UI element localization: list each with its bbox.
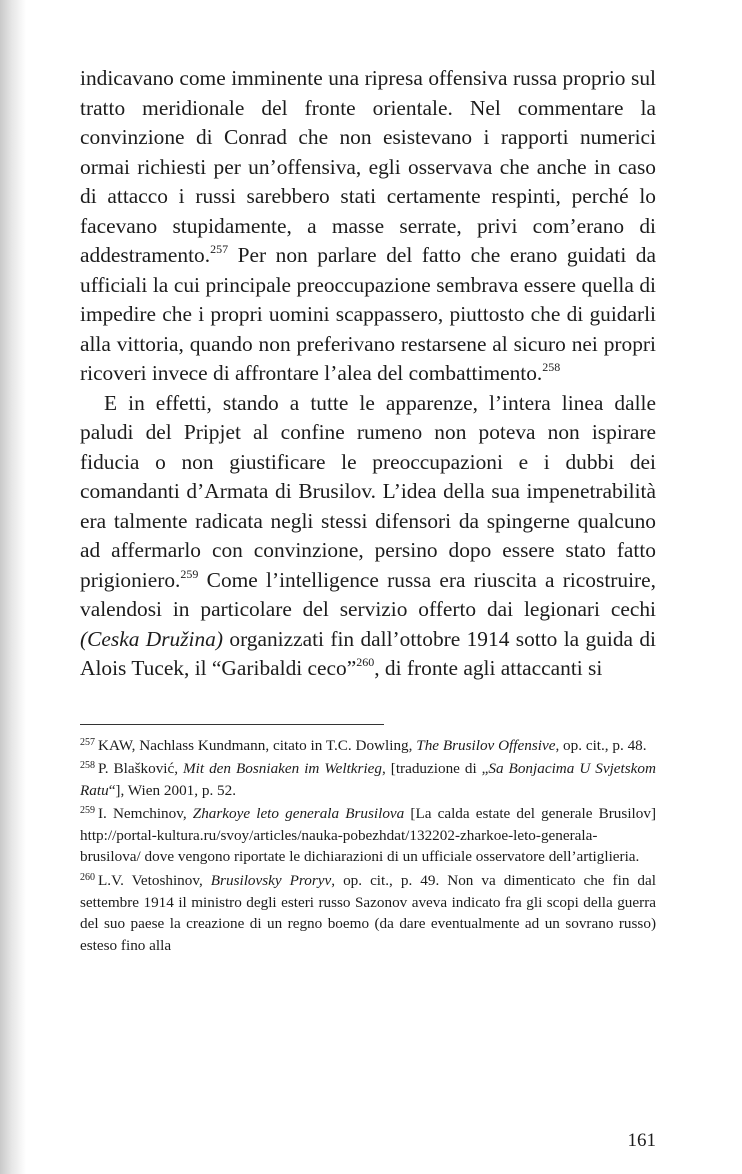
footnote-ref-260: 260 bbox=[356, 655, 375, 669]
paragraph-2: E in effetti, stando a tutte le apparenze, l’intera linea dalle paludi del Pripjet al confine rumeno non poteva non ispirare fiducia o non giustificare le preoccupazioni e i dubbi dei comandanti d’Armata di Brusilov. L’idea della sua impenetrabilità era talmente radicata negli stessi difensori da spingerne qualcuno ad affermarlo con convinzione, persino dopo essere stato fatto prigioniero.$^{259}$ Come l’intelligence russa era riuscita a ricostruire, valendosi in particolare del servizio offerto dai legionari cechi (Ceska Družina) organizzati fin dall’ottobre 1914 sotto la guida di Alois Tucek, il “Garibaldi ceco”$^{260}$, di fronte agli attaccanti si bbox=[80, 390, 656, 680]
footnote-ref-258: 258 bbox=[542, 360, 561, 374]
footnote-ref-259: 259 bbox=[180, 566, 199, 581]
footnote-257: $^{257}$ KAW, Nachlass Kundmann, citato in T.C. Dowling, The Brusilov Offensive, op. cit., p. 48. bbox=[80, 736, 647, 754]
paragraph-1: indicavano come imminente una ripresa offensiva russa proprio sul tratto meridionale del fronte orientale. Nel commentare la convinzione di Conrad che non esistevano i rapporti numerici ormai richiesti per un’offensiva, egli osservava che anche in caso di attacco i russi sarebbero stati certamente respinti, perché lo facevano stupidamente, a masse serrate, privi com’erano di addestramento.$^{257}$ Per non parlare del fatto che erano guidati da ufficiali la cui principale preoccupazione sembrava essere quella di impedire che i propri uomini scappassero, piuttosto che di guidarli alla vittoria, quando non preferivano restarsene al sicuro nei propri ricoveri invece di affrontare l’alea del combattimento.$^{258}$ bbox=[80, 66, 656, 385]
body-text bbox=[80, 64, 656, 684]
footnote-260: $^{260}$ L.V. Vetoshinov, Brusilovsky Proryv, op. cit., p. 49. Non va dimenticato che fin dal settembre 1914 il ministro degli esteri russo Sazonov aveva indicato fra gli scopi della guerra del suo paese la creazione di un regno boemo (da dare eventualmente ad un sovrano russo) esteso fino alla bbox=[80, 872, 656, 954]
page-number: 161 bbox=[627, 1130, 656, 1151]
footnote-ref-257: 257 bbox=[210, 242, 229, 256]
footnote-separator bbox=[80, 724, 384, 725]
page-content bbox=[80, 64, 656, 958]
footnotes bbox=[80, 735, 656, 957]
footnote-258: $^{258}$ P. Blašković, Mit den Bosniaken im Weltkrieg, [traduzione di „Sa Bonjacima U Svjetskom Ratu“], Wien 2001, p. 52. bbox=[80, 760, 656, 799]
binding-shadow bbox=[0, 0, 26, 1174]
footnote-259: $^{259}$ I. Nemchinov, Zharkoye leto generala Brusilova [La calda estate del generale Brusilov] http://portal-kultura.ru/svoy/articles/nauka-pobezhdat/132202-zharkoe-leto-generala-brusilova/ dove vengono riportate le dichiarazioni di un ufficiale osservatore dell’artiglieria. bbox=[80, 805, 656, 866]
